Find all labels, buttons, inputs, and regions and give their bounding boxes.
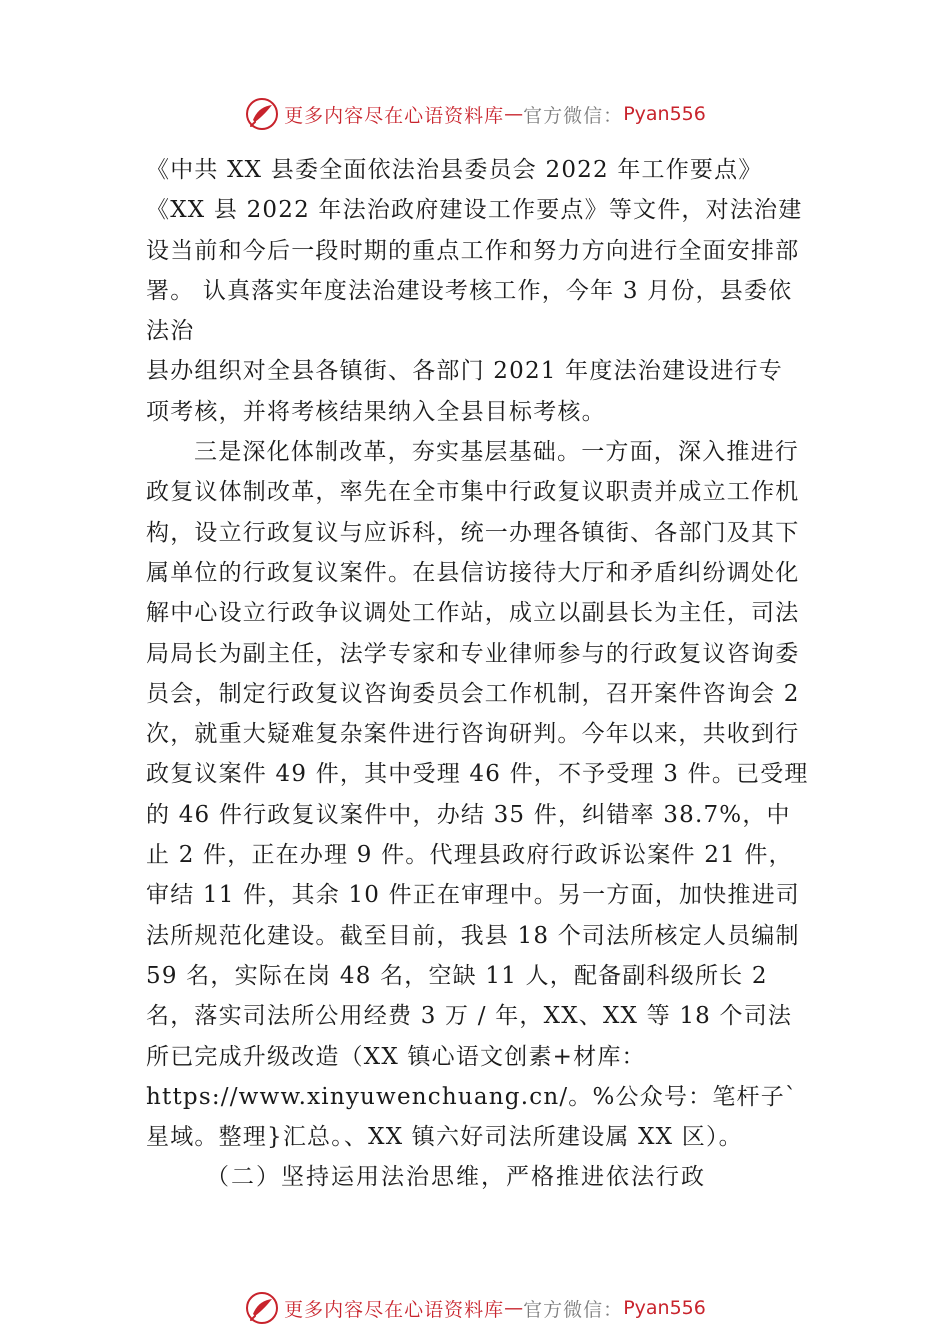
banner-site-text: 更多内容尽在心语资料库 (284, 1298, 505, 1321)
banner-wechat-id: Pyan556 (623, 1297, 706, 1319)
banner-label-text: 官方微信： (523, 104, 624, 127)
body-line: 《中共 XX 县委全面依法治县委员会 2022 年工作要点》 (146, 157, 763, 183)
body-paragraph-reform: 三是深化体制改革，夯实基层基础。一方面，深入推进行政复议体制改革，率先在全市集中行政复议职责并成立工作机构，设立行政复议与应诉科，统一办理各镇街、各部门及其下属单位的行政复议案件。在县信访接待大厅和矛盾纠纷调处化解中心设立行政争议调处工作站，成立以副县长为主任，司法局局长为副主任，法学专家和专业律师参与的行政复议咨询委员会，制定行政复议咨询委员会工作机制，召开案件咨询会 2 次，就重大疑难复杂案件进行咨询研判。今年以来，共收到行政复议案件 49 件，其中受理 46 件，不予受理 3 件。已受理的 46 件行政复议案件中，办结 35 件，纠错率 38.7%，中止 2 件，正在办理 9 件。代理县政府行政诉讼案件 21 件，审结 11 件，其余 10 件正在审理中。另一方面，加快推进司法所规范化建设。截至目前，我县 18 个司法所核定人员编制 59 名，实际在岗 48 名，空缺 11 人，配备副科级所长 2 名，落实司法所公用经费 3 万 / 年，XX、XX 等 18 个司法所已完成升级改造（XX 镇心语文创素+材库：https://www.xinyuwenchuang.cn/。%公众号：笔杆子`星域。整理}汇总。、XX 镇六好司法所建设属 XX 区）。 (146, 439, 809, 1151)
body-line: 《XX 县 2022 年法治政府建设工作要点》等文件，对法治建 (146, 197, 803, 224)
document-body (146, 150, 814, 1198)
brush-logo-icon (244, 96, 280, 132)
body-line: 项考核，并将考核结果纳入全县目标考核。 (146, 398, 606, 425)
body-line: 法治 (146, 318, 195, 345)
banner-label-text: 官方微信： (523, 1298, 624, 1321)
banner-dash: — (504, 1297, 524, 1319)
banner-site-text: 更多内容尽在心语资料库 (284, 104, 505, 127)
section-heading: （二）坚持运用法治思维，严格推进依法行政 (206, 1164, 706, 1191)
body-line: 署。 认真落实年度法治建设考核工作，今年 3 月份，县委依 (146, 277, 793, 304)
banner-dash: — (504, 103, 524, 125)
brush-logo-icon (244, 1290, 280, 1326)
body-line: 县办组织对全县各镇街、各部门 2021 年度法治建设进行专 (146, 358, 783, 385)
banner-wechat-id: Pyan556 (623, 103, 706, 125)
footer-watermark-banner (0, 1288, 950, 1328)
header-watermark-banner (0, 94, 950, 134)
body-line: 设当前和今后一段时期的重点工作和努力方向进行全面安排部 (146, 237, 800, 264)
